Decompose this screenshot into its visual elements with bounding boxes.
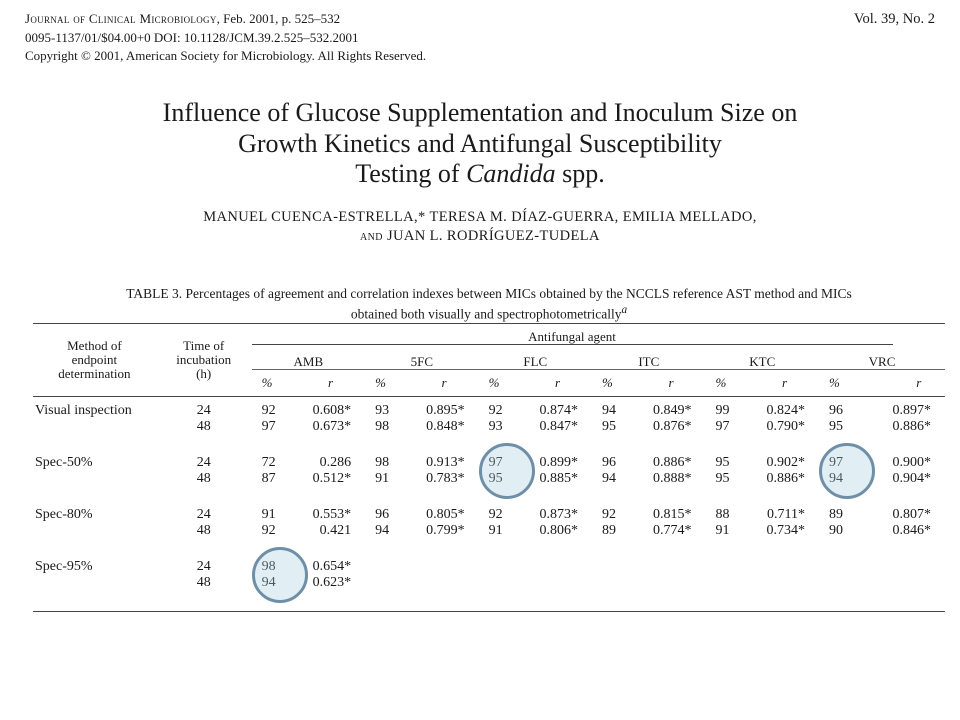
issn-doi: 0095-1137/01/$04.00+0 DOI: 10.1128/JCM.39.2.525–532.2001: [25, 29, 359, 45]
pct-cell: [592, 559, 636, 612]
antifungal-agent-header: Antifungal agent: [252, 324, 893, 345]
authors-line-2: [0, 227, 960, 246]
table-row: [33, 403, 945, 455]
time-value: 48: [196, 419, 211, 434]
sub-r: r: [668, 375, 674, 390]
row-method: Spec-50%: [35, 455, 93, 470]
time-value: 48: [196, 575, 211, 590]
cell-value: 97: [488, 455, 503, 470]
cell-value: 97: [715, 419, 730, 434]
pct-cell: [479, 507, 523, 559]
cell-value: [750, 559, 805, 575]
caption-line-2: obtained both visually and spectrophotometrically: [350, 306, 622, 322]
pct-cell: [365, 455, 409, 507]
highlight-circle: [819, 443, 875, 499]
title-line-3: [0, 159, 960, 190]
cell-value: 0.899*: [539, 455, 579, 470]
sub-r: r: [328, 375, 334, 390]
cell-value: 87: [261, 471, 276, 486]
cell-value: [636, 575, 691, 591]
time-value: 24: [196, 507, 211, 522]
cell-value: 0.895*: [426, 403, 465, 418]
cell-value: 0.421: [319, 523, 352, 538]
author-list: [0, 208, 960, 246]
pct-cell: [252, 455, 296, 507]
cell-value: 94: [602, 403, 617, 418]
r-cell: [296, 455, 365, 507]
cell-value: 0.799*: [426, 523, 465, 538]
cell-value: 0.848*: [426, 419, 465, 434]
volume-number: Vol. 39, No. 2: [853, 11, 935, 27]
cell-value: 72: [261, 455, 276, 470]
row-time: [156, 559, 252, 612]
r-cell: [409, 507, 478, 559]
pct-cell: [592, 455, 636, 507]
authors-line-1: MANUEL CUENCA-ESTRELLA,* TERESA M. DÍAZ-GUERRA, EMILIA MELLADO,: [203, 209, 757, 225]
cell-value: [716, 575, 750, 591]
title-genus: Candida: [466, 159, 556, 188]
r-cell: [750, 559, 819, 612]
cell-value: 0.774*: [653, 523, 692, 538]
pct-cell: [252, 403, 296, 455]
cell-value: [523, 559, 578, 575]
sub-pct: %: [261, 375, 273, 390]
title-line-2: Growth Kinetics and Antifungal Susceptibility: [238, 128, 722, 158]
r-cell: [750, 403, 819, 455]
time-value: 24: [196, 403, 211, 418]
cell-value: 0.824*: [766, 403, 806, 418]
cell-value: [409, 575, 464, 591]
agent-amb: AMB: [252, 345, 365, 370]
cell-value: 0.904*: [892, 471, 931, 486]
table-body: [33, 403, 945, 612]
pct-cell: [706, 559, 750, 612]
cell-value: [523, 575, 578, 591]
cell-value: 0.790*: [766, 419, 806, 434]
cell-value: 94: [829, 471, 844, 486]
cell-value: [375, 559, 409, 575]
cell-value: 0.553*: [312, 507, 352, 522]
cell-value: [829, 575, 892, 591]
cell-value: 92: [261, 523, 276, 538]
r-cell: [523, 507, 592, 559]
cell-value: 0.807*: [892, 507, 931, 522]
row-time: [156, 455, 252, 507]
pct-cell: [592, 507, 636, 559]
r-cell: [893, 455, 946, 507]
r-cell: [893, 559, 946, 612]
journal-header: [25, 10, 935, 66]
cell-value: 93: [488, 419, 503, 434]
title-line-3-pre: Testing of: [355, 159, 467, 188]
cell-value: 0.886*: [766, 471, 806, 486]
cell-value: 0.900*: [892, 455, 931, 470]
cell-value: [602, 559, 636, 575]
sub-pct: %: [375, 375, 386, 390]
cell-value: 0.876*: [653, 419, 692, 434]
cell-value: 0.783*: [426, 471, 465, 486]
cell-value: 0.847*: [539, 419, 579, 434]
cell-value: [375, 575, 409, 591]
cell-value: [409, 559, 464, 575]
r-cell: [636, 559, 705, 612]
cell-value: 0.846*: [892, 523, 931, 538]
cell-value: 0.897*: [892, 403, 931, 418]
cell-value: 88: [715, 507, 730, 522]
row-time: [156, 507, 252, 559]
title-line-3-post: spp.: [555, 159, 605, 188]
cell-value: 0.608*: [312, 403, 352, 418]
sub-pct: %: [488, 375, 500, 390]
cell-value: 0.886*: [653, 455, 692, 470]
r-cell: [296, 507, 365, 559]
cell-value: 91: [488, 523, 503, 538]
table-label: TABLE 3.: [126, 286, 183, 301]
sub-r: r: [781, 375, 787, 390]
time-value: 24: [196, 455, 211, 470]
cell-value: 92: [488, 507, 503, 522]
cell-value: 96: [829, 403, 844, 418]
sub-pct: %: [829, 375, 840, 390]
sub-pct: %: [602, 375, 613, 390]
time-value: 48: [196, 471, 211, 486]
cell-value: 98: [375, 419, 390, 434]
cell-value: [636, 559, 691, 575]
cell-value: 97: [829, 455, 844, 470]
pct-cell: [479, 559, 523, 612]
time-value: 48: [196, 523, 211, 538]
cell-value: 94: [261, 575, 276, 590]
cell-value: 0.623*: [312, 575, 352, 590]
cell-value: 96: [602, 455, 617, 470]
table-row: [33, 507, 945, 559]
cell-value: 92: [261, 403, 276, 418]
r-cell: [523, 559, 592, 612]
cell-value: 98: [375, 455, 390, 470]
cell-value: 0.888*: [653, 471, 692, 486]
r-cell: [409, 559, 478, 612]
cell-value: 0.734*: [766, 523, 806, 538]
agent-vrc: VRC: [819, 345, 945, 370]
r-cell: [636, 403, 705, 455]
cell-value: 0.874*: [539, 403, 579, 418]
cell-value: 91: [715, 523, 730, 538]
cell-value: 91: [261, 507, 276, 522]
cell-value: 0.805*: [426, 507, 465, 522]
cell-value: [489, 559, 523, 575]
cell-value: 98: [261, 559, 276, 574]
r-cell: [636, 507, 705, 559]
caption-line-1: Percentages of agreement and correlation indexes between MICs obtained by the NCCLS reference AST method and MICs: [185, 286, 852, 301]
cell-value: 0.286: [319, 455, 352, 470]
cell-value: 0.512*: [312, 471, 352, 486]
paper-title: [0, 98, 960, 190]
cell-value: 94: [375, 523, 390, 538]
table-row: [33, 559, 945, 612]
cell-value: [893, 575, 932, 591]
cell-value: 0.711*: [767, 507, 806, 522]
cell-value: 89: [602, 523, 617, 538]
time-value: 24: [196, 559, 211, 574]
cell-value: 95: [829, 419, 844, 434]
pct-cell: [365, 507, 409, 559]
cell-value: 99: [715, 403, 730, 418]
journal-date-pages: , Feb. 2001, p. 525–532: [216, 11, 341, 26]
r-cell: [893, 403, 946, 455]
sub-pct: %: [715, 375, 727, 390]
pct-cell: [706, 507, 750, 559]
cell-value: 0.815*: [653, 507, 692, 522]
cell-value: 90: [829, 523, 844, 538]
cell-value: 92: [488, 403, 503, 418]
cell-value: 97: [261, 419, 276, 434]
cell-value: 94: [602, 471, 617, 486]
table-caption: [36, 285, 942, 323]
cell-value: 96: [375, 507, 390, 522]
cell-value: 0.902*: [766, 455, 806, 470]
pct-cell: [592, 403, 636, 455]
highlight-circle: [252, 547, 308, 603]
highlight-circle: [479, 443, 535, 499]
journal-name: Journal of Clinical Microbiology: [25, 11, 217, 26]
agent-ktc: KTC: [706, 345, 819, 370]
pct-cell: [365, 559, 409, 612]
row-method: Spec-95%: [35, 559, 93, 574]
cell-value: 0.873*: [539, 507, 579, 522]
authors-and: and: [360, 228, 383, 244]
r-cell: [893, 507, 946, 559]
cell-value: 0.654*: [312, 559, 352, 574]
row-method: Visual inspection: [35, 403, 132, 418]
cell-value: 95: [488, 471, 503, 486]
r-cell: [409, 455, 478, 507]
sub-r: r: [554, 375, 561, 390]
copyright: Copyright © 2001, American Society for Microbiology. All Rights Reserved.: [25, 48, 427, 63]
cell-value: 92: [602, 507, 617, 522]
cell-value: [716, 559, 750, 575]
row-method: Spec-80%: [35, 507, 93, 522]
cell-value: 95: [715, 455, 730, 470]
r-cell: [750, 507, 819, 559]
r-cell: [409, 403, 478, 455]
agent-5fc: 5FC: [365, 345, 478, 370]
cell-value: 95: [715, 471, 730, 486]
pct-cell: [819, 559, 892, 612]
r-cell: [296, 403, 365, 455]
cell-value: 89: [829, 507, 844, 522]
cell-value: 0.806*: [539, 523, 579, 538]
cell-value: [489, 575, 523, 591]
row-time: [156, 403, 252, 455]
cell-value: 95: [602, 419, 617, 434]
r-cell: [636, 455, 705, 507]
cell-value: [829, 559, 892, 575]
cell-value: [750, 575, 805, 591]
sub-r: r: [916, 375, 922, 390]
cell-value: [893, 559, 932, 575]
authors-line-2-names: JUAN L. RODRÍGUEZ-TUDELA: [382, 228, 600, 244]
pct-cell: [706, 403, 750, 455]
col-method-header: Method of endpoint determination: [33, 324, 156, 397]
sub-r: r: [441, 375, 447, 390]
caption-footnote-mark: a: [621, 304, 628, 316]
title-line-1: Influence of Glucose Supplementation and Inoculum Size on: [162, 98, 798, 127]
r-cell: [523, 403, 592, 455]
cell-value: [602, 575, 636, 591]
pct-cell: [819, 507, 892, 559]
cell-value: 0.885*: [539, 471, 579, 486]
cell-value: 0.886*: [892, 419, 931, 434]
pct-cell: [706, 455, 750, 507]
col-time-header: Time of incubation (h): [156, 324, 252, 397]
cell-value: 0.673*: [312, 419, 352, 434]
cell-value: 91: [375, 471, 390, 486]
cell-value: 93: [375, 403, 390, 418]
cell-value: 0.849*: [653, 403, 692, 418]
cell-value: 0.913*: [426, 455, 465, 470]
agent-itc: ITC: [592, 345, 705, 370]
r-cell: [750, 455, 819, 507]
pct-cell: [365, 403, 409, 455]
agent-flc: FLC: [479, 345, 592, 370]
